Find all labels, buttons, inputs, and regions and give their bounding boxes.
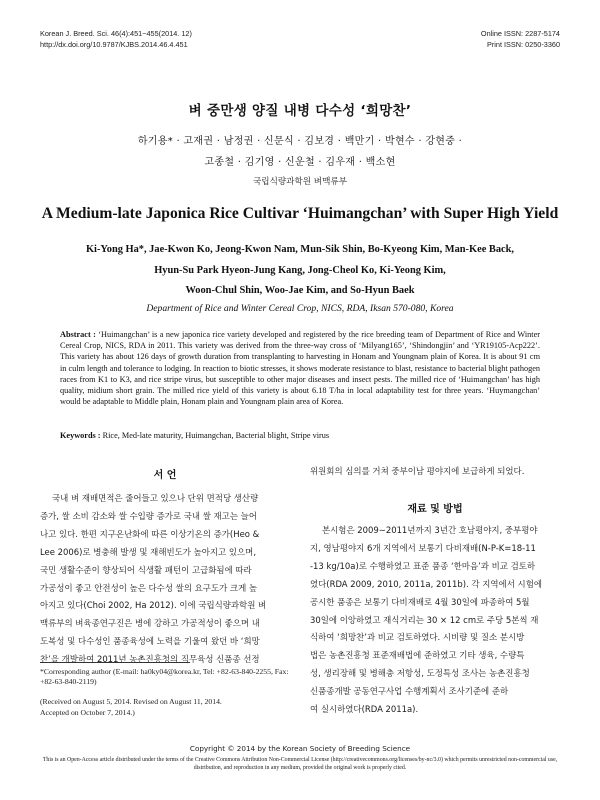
methods-line: -13 kg/10a)로 수행하였고 표준 품종 ‘한마음’과 비교 검토하 xyxy=(310,560,536,571)
intro-line: 국내 벼 재배면적은 줄어들고 있으나 단위 면적당 생산량 xyxy=(52,493,259,503)
journal-header-left xyxy=(40,29,192,50)
intro-line: 맥류부의 벼육종연구진은 병에 강하고 가공적성이 좋으며 내 xyxy=(40,618,260,629)
methods-line: 여 실시하였다(RDA 2011a). xyxy=(310,704,419,715)
intro-line: 증가, 쌀 소비 감소와 쌀 수입량 증가로 국내 쌀 재고는 늘어 xyxy=(40,510,257,521)
abstract xyxy=(60,329,540,407)
methods-paragraph xyxy=(310,522,560,719)
intro-line: Lee 2006)로 병충해 발생 및 재해빈도가 높아지고 있으며, xyxy=(40,546,257,557)
keywords xyxy=(60,430,540,441)
methods-line: 였다(RDA 2009, 2010, 2011a, 2011b). 각 지역에서 시험에 xyxy=(310,578,542,589)
korean-authors-line-2: 고종철 · 김기영 · 신운철 · 김우재 · 백소현 xyxy=(204,157,396,168)
korean-title: 벼 중만생 양질 내병 다수성 ‘희망찬’ xyxy=(188,103,412,119)
english-institution: Department of Rice and Winter Cereal Crop, NICS, RDA, Iksan 570-080, Korea xyxy=(146,303,454,314)
intro-line: 도복성 및 다수성인 품종육성에 노력을 기울여 왔던 바 ‘희망 xyxy=(40,636,260,647)
keywords-text: Rice, Med-late maturity, Huimangchan, Bacterial blight, Stripe virus xyxy=(102,431,330,440)
abstract-text: ‘Huimangchan’ is a new japonica rice variety developed and registered by the rice breeding team of Department of Rice and Winter Cereal Crop, NICS, RDA in 2011. This variety was derived from the three-way cross of ‘Milyang165’, ‘Shindongjin’ and ‘YR19105-Acp222’. This variety has about 126 days of growth duration from transplanting to harvesting in Honam and Youngnam plain of Korea. It is about 91 cm in culm length and tolerance to lodging. In reaction to biotic stresses, it shows moderate resistance to blast, resistance to bacterial blight pathogen races from K1 to K3, and rice stripe virus, but susceptible to other major diseases and insect pests. The milled rice of ‘Huimangchan’ has high quality, midium short grain. The milled rice yield of this variety is about 6.18 T/ha in local adaptability test for three years. ‘Huymangchan’ would be adaptable to Middle plain, Honam plain and Youngnam plain area of Korea. xyxy=(60,330,540,407)
english-authors-line-1: Ki-Yong Ha*, Jae-Kwon Ko, Jeong-Kwon Nam, Mun-Sik Shin, Bo-Kyeong Kim, Man-Kee Back, xyxy=(85,244,515,255)
journal-header-right xyxy=(481,29,560,50)
methods-line: 공시한 품종은 보통기 다비재배로 4월 30일에 파종하여 5월 xyxy=(310,596,530,607)
accepted-date-footnote: Accepted on October 7, 2014.) xyxy=(40,708,135,717)
corresponding-author-footnote: *Corresponding author (E-mail: ha0ky04@korea.kr, Tel: +82-63-840-2255, Fax: +82-63-840-2119) xyxy=(40,667,289,687)
methods-line: 본시험은 2009∼2011년까지 3년간 호남평야지, 중부평야 xyxy=(322,525,538,535)
copyright-notice: Copyright © 2014 by the Korean Society of Breeding Science xyxy=(189,744,411,753)
intro-paragraph xyxy=(40,490,290,669)
intro-line: 나고 있다. 한편 지구온난화에 따른 이상기온의 증가(Heo & xyxy=(40,528,260,539)
received-date-footnote: (Received on August 5, 2014. Revised on August 11, 2014. xyxy=(40,697,222,706)
english-title: A Medium-late Japonica Rice Cultivar ‘Huimangchan’ with Super High Yield xyxy=(41,205,559,222)
methods-line: 신품종개발 공동연구사업 수행계획서 조사기준에 준하 xyxy=(310,686,509,697)
methods-line: 식하여 ‘희망찬’과 비교 검토하였다. 시비량 및 질소 분시방 xyxy=(310,632,525,643)
section-title-methods: 재료 및 방법 xyxy=(407,504,463,515)
english-authors-line-2: Hyun-Su Park Hyeon-Jung Kang, Jong-Cheol Ko, Ki-Yeong Kim, xyxy=(154,264,446,276)
intro-line: 국민 생활수준이 향상되어 식생활 패턴이 고급화됨에 따라 xyxy=(40,564,252,575)
online-issn: Online ISSN: 2287-5174 xyxy=(480,29,560,38)
journal-citation: Korean J. Breed. Sci. 46(4):451~455(2014. 12) xyxy=(40,29,192,38)
license-notice: This is an Open-Access article distributed under the terms of the Creative Commons Attribution Non-Commercial License (http://creativecommons.org/licenses/by-nc/3.0) which permits unrestricted non-commercial use, distribution, and reproduction in any medium, provided the original work is properly cited. xyxy=(42,757,558,772)
english-authors-line-3: Woon-Chul Shin, Woo-Jae Kim, and So-Hyun Baek xyxy=(185,285,415,296)
doi-link[interactable]: http://dx.doi.org/10.9787/KJBS.2014.46.4.451 xyxy=(40,39,188,49)
english-authors xyxy=(60,240,540,302)
methods-line: 성, 생리장해 및 병해충 저항성, 도정특성 조사는 농촌진흥청 xyxy=(310,668,530,679)
section-title-intro: 서 언 xyxy=(153,470,177,481)
intro-line: 아지고 있다(Choi 2002, Ha 2012). 이에 국립식량과학원 벼 xyxy=(40,600,267,611)
print-issn: Print ISSN: 0250-3360 xyxy=(486,39,560,49)
korean-authors-line-1: 하기용* · 고재권 · 남정권 · 신문식 · 김보경 · 백만기 · 박현수 · 강현중 · xyxy=(137,136,463,147)
abstract-label: Abstract : xyxy=(60,330,96,339)
methods-line: 법은 농촌진흥청 표준재배법에 준하였고 기타 생육, 수량특 xyxy=(310,650,525,661)
korean-authors xyxy=(80,131,520,173)
intro-line: 찬’을 개발하여 2011년 농촌진흥청의 직무육성 신품종 선정 xyxy=(40,654,260,665)
intro-continuation xyxy=(310,463,560,481)
intro-continuation-line: 위원회의 심의를 거쳐 중부이남 평야지에 보급하게 되었다. xyxy=(310,466,525,476)
intro-line: 가공성이 좋고 안전성이 높은 다수성 쌀의 요구도가 크게 높 xyxy=(40,582,258,593)
keywords-label: Keywords : xyxy=(60,431,101,440)
methods-line: 지, 영남평야지 6개 지역에서 보통기 다비재배(N-P-K=18-11 xyxy=(310,542,536,553)
methods-line: 30일에 이앙하였고 재식거리는 30 × 12 cm로 주당 5본씩 재 xyxy=(310,614,539,625)
korean-institution: 국립식량과학원 벼맥류부 xyxy=(252,177,348,187)
footnote-divider xyxy=(40,662,190,663)
